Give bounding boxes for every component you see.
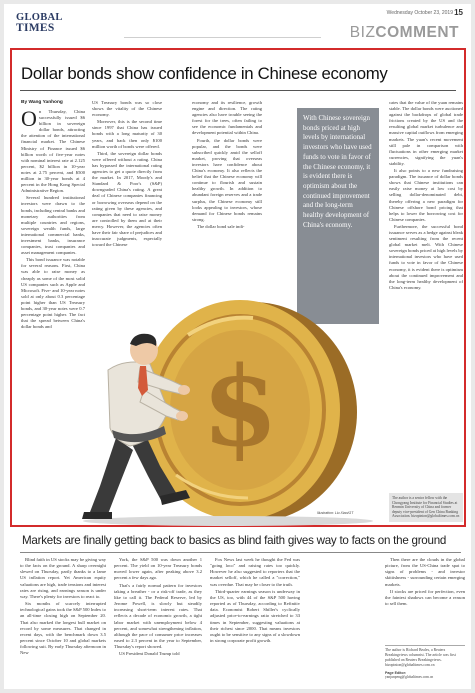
illustration-credit: Illustration: Liu Xiao/GT <box>317 511 354 515</box>
page-editor <box>385 671 465 680</box>
article-paragraph: It also points to a new fundraising paradigm. The issuance of dollar bonds shows that Chinese institutions can easily raise money at low cost by selling dollar-denominated debt, thereby offering a new paradigm for Chinese offshore bond pricing that helps to lower the borrowing cost for Chinese companies. <box>389 168 463 222</box>
article-column-5 <box>389 100 463 490</box>
story2-headline-rule <box>20 552 461 553</box>
article-paragraph: Several hundred institutional investors were drawn to the bonds, including central banks and monetary authorities from multiple countries and regions, sovereign wealth funds, large international commercial banks, investment banks, insurance companies, trust companies and asset management companies. <box>21 195 85 256</box>
dollar-sign-icon: $ <box>201 342 279 471</box>
logo-line2: TIMES <box>16 22 55 34</box>
story2-column-2 <box>114 557 202 685</box>
article-paragraph: cates that the value of the yuan remains stable. The dollar bonds were auctioned against the backdrops of global trade frictions created by the US and the resulting global market turbulence and massive capital outflows from emerging markets. The yuan's recent movement still pale in comparison with fluctuations in other emerging market currencies, signifying the yuan's stability. <box>389 100 463 166</box>
pull-quote: With Chinese sovereign bonds priced at high levels by international investors who have used funds to vote in favor of the Chinese economy, it is evident there is optimism about the continued improvement and the long-term healthy development of China's economy. <box>297 108 379 324</box>
article-paragraph: US Treasury bonds was so close shows the vitality of the Chinese economy. <box>92 100 162 118</box>
article-paragraph: US President Donald Trump told <box>119 651 180 657</box>
newspaper-page <box>4 4 471 689</box>
article-paragraph: This bond issuance was notable for several reasons. First, China was able to raise money as cheaply as some of the most solid US companies such as Apple and Microsoft. Five- and 10-year notes sold at only about 0.3 percentage point higher than US Treasury bonds, and 30-year notes were 0.7 percentage point higher. The fact that the spread between China's dollar bonds and <box>21 257 85 330</box>
article-paragraph: Fourth, the dollar bonds were popular, and the bonds were subscribed quickly amid the selloff market, proving that overseas investors have confidence about China's economy. It also reflects the belief that the Chinese economy will continue to flourish and sustain healthy growth. In addition to abundant foreign reserves and a trade surplus, the Chinese economy still looks appealing to investors, whose demand for Chinese bonds remains strong. <box>192 137 262 222</box>
headline-rule <box>20 90 456 91</box>
logo-line1: GLOBAL <box>16 12 63 23</box>
article-paragraph: Six months of scarcely interrupted technological gains took the S&P 500 Index to an all-time closing high on September 20. That also marked the longest bull market on record by some measures. That changed in recent days, with the benchmark down 3.5 percent since October 10 and global markets following suit. By early Thursday afternoon in New <box>20 601 106 656</box>
masthead-rule <box>124 37 321 38</box>
global-times-logo <box>16 13 63 33</box>
dateline: Wednesday October 23, 2019 <box>386 10 453 16</box>
article-paragraph: Then there are the clouds in the global picture, from the US-China trade spat to signs of problems - and investor skittishness - surrounding certain emerging markets. <box>385 557 465 587</box>
page-editor-email: yanjunpeng@globaltimes.com.cn <box>385 675 434 680</box>
featured-article <box>10 48 466 527</box>
section-title-light: BIZ <box>349 24 376 41</box>
article-paragraph: Third-quarter earnings season is underway in the US, too, with 44 of the S&P 500 having reported as of Thursday, according to Refinitiv data. Economist Robert Shiller's cyclically adjusted price-to-earnings ratio stretched to 33 times in September, suggesting valuations at their richest since 2000. That means investors ought to be sensitive to any signs of a slowdown in strong corporate profit growth. <box>210 588 300 644</box>
story2-author-bio: The author is Richard Beales, a Reuters Breakingviews columnist. The article was first published on Reuters Breakingviews. bizopinion@globaltimes.com.cn <box>385 648 456 667</box>
section-title-bold: COMMENT <box>375 24 459 41</box>
man-hand <box>178 385 190 395</box>
article-paragraph: Third, the sovereign dollar bonds were offered without a rating. China has bypassed the international rating agencies to get a quote directly from the market. In 2017, Moody's and Standard & Poor's (S&P) downgraded China's rating. A great deal of Chinese companies financing or borrowing overseas depend on the rating given by these agencies, and companies that need to raise money are controlled by them and at their mercy. However, the agencies often have their fair share of prejudices and inaccurate judgments, especially toward the Chinese <box>92 150 162 248</box>
illustration-man-pushing-coin <box>78 240 378 528</box>
man-back-leg <box>90 438 133 514</box>
man-back-shoe <box>82 512 112 519</box>
page-editor-label: Page Editor: <box>385 671 407 675</box>
article-paragraph: n Thursday, China successfully issued $6 billion in sovereign dollar bonds, attracting the attention of the international financial market. The Chinese Ministry of Finance issued $6 billion worth of five-year notes with nominal interest rate at 2.125 percent, $2 billion in 10-year notes at 2.75 percent, and $500 million in 30-year bonds at 4 percent in the Hong Kong Special Administrative Region. <box>21 109 85 194</box>
byline: By Wang Yanhong <box>21 100 63 105</box>
article-paragraph: economy and its resilience, growth engine and direction. The rating agencies also have trouble seeing the forest for the trees, often failing to see the economic fundamentals and development potential within China. <box>192 100 262 136</box>
author-bio: The author is a senior fellow with the Chongyang Institute for Financial Studies at Renmin University of China and former deputy vice-president of Gen China Banking Association. bizopinion@globaltimes.com.cn <box>389 493 463 522</box>
story2-column-4 <box>385 557 465 641</box>
dropcap: O <box>21 109 37 131</box>
article-paragraph: The dollar bond sale indi- <box>197 223 245 229</box>
section-title <box>350 24 459 42</box>
man-hand <box>176 411 188 421</box>
article-paragraph: York, the S&P 500 was down another 1 percent. The yield on 10-year Treasury bonds moved lower again, after peaking above 3.2 percent a few days ago. <box>114 557 202 581</box>
article-paragraph: Moreover, this is the second time since 1997 that China has issued bonds with a long maturity of 30 years, and back then only $100 million worth of bonds were offered. <box>92 119 162 149</box>
article-paragraph: Furthermore, the successful bond issuance serves as a hedge against bleak sentiment resulting from the recent global market melt. With Chinese sovereign bonds priced at high levels by international investors who have used funds to vote in favor of the Chinese economy, it is evident there is optimism about the continued improvement and the long-term healthy development of China's economy. <box>389 223 463 290</box>
article-column-1 <box>21 109 85 469</box>
article-headline: Dollar bonds show confidence in Chinese economy <box>21 64 388 83</box>
article-paragraph: Fox News last week he thought the Fed was "going loco" and raising rates too quickly. However he also suggested to reporters that the market selloff, which he called a "correction," was overdue. That may be closer to the truth. <box>210 557 300 587</box>
article-paragraph: That's a fairly normal pattern for investors taking a breather - or a risk-off trade, as they like to call it. The Federal Reserve, led by Jerome Powell, is slowly but steadily increasing short-term interest rates. That reflects a decade of economic growth, a tight labor market with unemployment below 4 percent, and somewhat strengthening inflation, although the pace of consumer price increases eased to 2.3 percent in the year to September, Thursday's report showed. <box>114 582 202 650</box>
story2-headline: Markets are finally getting back to basics as blind faith gives way to facts on the ground <box>22 534 447 547</box>
story2-column-3 <box>210 557 300 685</box>
story2-column-1 <box>20 557 106 685</box>
article-paragraph: Blind faith in US stocks may be giving way to the facts on the ground. A sharp overnight slewed on Thursday, partly thanks to a lame US inflation report. Yet American equity valuations are high, trade tensions and interest rates are rising, and earnings season is under way. There's plenty for investors to react to. <box>20 557 106 599</box>
story2-author-rule <box>385 645 465 646</box>
ground-shadow <box>83 516 373 526</box>
masthead <box>4 4 471 48</box>
article-paragraph: If stocks are priced for perfection, even the faintest shadows can become a reason to sell them. <box>385 588 465 607</box>
page-number: 15 <box>454 8 463 17</box>
